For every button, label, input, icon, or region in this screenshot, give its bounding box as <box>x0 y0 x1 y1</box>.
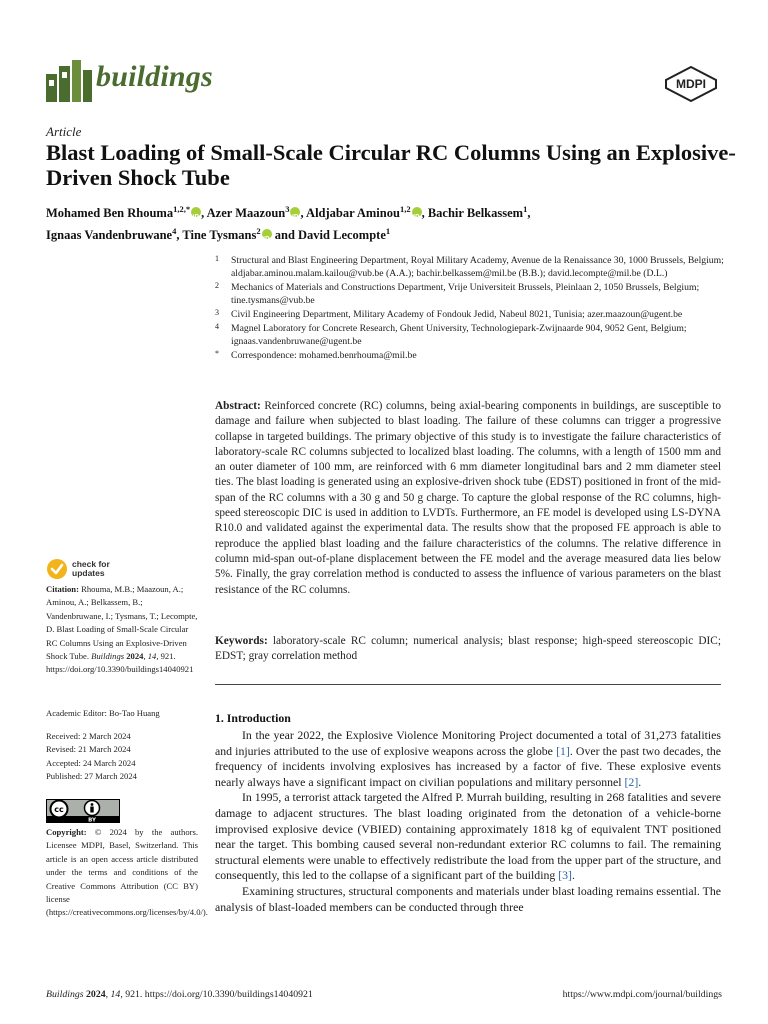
buildings-logo-icon <box>46 60 92 102</box>
author-affiliation-mark: 3 <box>285 204 290 214</box>
check-for-updates-button[interactable] <box>46 557 126 581</box>
svg-text:cc: cc <box>54 805 64 814</box>
citation-doi-link[interactable]: , 921. https://doi.org/10.3390/buildings14040921 <box>46 651 194 675</box>
author-affiliation-mark: 1 <box>523 204 528 214</box>
author-name[interactable]: Aldjabar Aminou <box>306 206 400 221</box>
affiliation-item: 2 Mechanics of Materials and Constructions Department, Vrije Universiteit Brussels, Pleinlaan 2, 1050 Brussels, Belgium; tine.tysmans@vub.be <box>215 281 700 306</box>
orcid-icon[interactable] <box>262 229 272 239</box>
reference-link[interactable]: [3] <box>558 868 572 883</box>
abstract-text: Reinforced concrete (RC) columns, being axial-bearing components in buildings, are susceptible to damage and failure when subjected to blast loading. The failure of these columns can trigger a progressive collapse in targeted buildings. The primary objective of this study is to investigate the failure characteristics of laboratory-scale RC columns subjected to localized blast loading. The columns, with a length of 1500 mm and an outer diameter of 100 mm, are reinforced with 6 mm diameter longitudinal bars and 2 mm diameter steel ties. The blast loading is generated using an explosive-driven shock tube (EDST) positioned in front of the mid-span of the RC columns with a 30 g and 50 g charge. To capture the global response of the RC columns, high-speed stereoscopic DIC is used in addition to LVDTs. Furthermore, an FE model is developed using LS-DYNA R10.0 and validated against the experimental data. The results show that the proposed FE approach is able to reproduce the applied blast loading and the failure characteristics of the columns. The relative difference in column mid-span out-of-plane displacement between the FE model and the average measured data lies below 5%. Finally, the gray correlation method is conducted to assess the influence of various parameters on the blast resistance of the RC columns. <box>215 400 721 596</box>
cc-by-license-icon[interactable] <box>46 799 120 823</box>
date-published: Published: 27 March 2024 <box>46 771 137 782</box>
author-name[interactable]: Mohamed Ben Rhouma <box>46 206 174 221</box>
mdpi-logo-icon <box>664 66 718 102</box>
abstract-label: Abstract: <box>215 400 261 412</box>
author-name[interactable]: Tine Tysmans <box>182 228 257 243</box>
journal-name: buildings <box>96 60 213 93</box>
affiliation-item: 3 Civil Engineering Department, Military Academy of Fondouk Jedid, Nabeul 8021, Tunisia; azer.maazoun@ugent.be <box>215 308 683 320</box>
publication-dates <box>46 730 198 784</box>
introduction-body <box>215 728 721 915</box>
citation-label: Citation: <box>46 584 79 594</box>
reference-link[interactable]: [2] <box>624 774 639 789</box>
footer-citation: Buildings 2024, 14, 921. https://doi.org/10.3390/buildings14040921 <box>46 989 313 1000</box>
reference-link[interactable]: [1] <box>556 743 570 758</box>
date-received: Received: 2 March 2024 <box>46 731 131 741</box>
paragraph: Examining structures, structural components and materials under blast loading remains essential. The analysis of blast-loaded members can be conducted through three <box>215 883 721 914</box>
affiliation-item: * Correspondence: mohamed.benrhouma@mil.be <box>215 349 417 361</box>
date-revised: Revised: 21 March 2024 <box>46 744 131 755</box>
copyright-notice: Copyright: © 2024 by the authors. Licensee MDPI, Basel, Switzerland. This article is an open access article distributed under the terms and conditions of the Creative Commons Attribution (CC BY) license (https://creativecommons.org/licenses/by/4.0/). <box>46 827 208 918</box>
check-updates-line2: updates <box>72 568 105 578</box>
keywords-label: Keywords: <box>215 635 268 647</box>
footer-journal-url[interactable]: https://www.mdpi.com/journal/buildings <box>562 989 722 1000</box>
keywords-text: laboratory-scale RC column; numerical analysis; blast response; high-speed stereoscopic DIC; EDST; gray correlation method <box>215 635 721 663</box>
introduction-heading: 1. Introduction <box>215 711 291 725</box>
orcid-icon[interactable] <box>191 207 201 217</box>
svg-text:BY: BY <box>88 817 96 823</box>
author-name[interactable]: Bachir Belkassem <box>427 206 524 221</box>
author-name[interactable]: David Lecompte <box>298 228 386 243</box>
author-affiliation-mark: 2 <box>256 226 261 237</box>
author-list: Mohamed Ben Rhouma$^{1,2,*}$iD , Azer Maazoun$^3$iD , Aldjabar Aminou$^{1,2}$iD , Bachir Belkassem$^1$, Ignaas Vandenbruwane$^4$, Tine Tysmans$^2$iD and David Lecompte$^1$ <box>46 200 736 244</box>
check-updates-icon <box>46 558 68 580</box>
article-type: Article <box>46 124 82 139</box>
orcid-icon[interactable] <box>412 207 422 217</box>
mdpi-logo-text: MDPI <box>676 77 706 91</box>
copyright-label: Copyright: <box>46 827 87 837</box>
author-affiliation-mark: 1 <box>385 226 391 237</box>
section-divider <box>215 684 721 685</box>
keywords <box>215 634 721 665</box>
citation: Citation: Rhouma, M.B.; Maazoun, A.; Aminou, A.; Belkassem, B.; Vandenbruwane, I.; Tysmans, T.; Lecompte, D. Blast Loading of Small-Scale Circular RC Columns Using an Explosive-Driven Shock Tube. Buildings 2024, 14, 921. https://doi.org/10.3390/buildings14040921 <box>46 584 198 675</box>
orcid-icon[interactable] <box>290 207 300 217</box>
academic-editor: Academic Editor: Bo-Tao Huang <box>46 708 160 718</box>
date-accepted: Accepted: 24 March 2024 <box>46 757 136 768</box>
abstract <box>215 399 721 598</box>
author-affiliation-mark: 1,2,* <box>173 204 191 214</box>
affiliation-item: 4 Magnel Laboratory for Concrete Research, Ghent University, Technologiepark-Zwijnaarde 904, 9052 Gent, Belgium; ignaas.vandenbruwane@ugent.be <box>215 322 687 347</box>
author-name[interactable]: Ignaas Vandenbruwane <box>46 228 173 243</box>
footer-doi-link[interactable]: , 921. https://doi.org/10.3390/buildings14040921 <box>120 989 313 1000</box>
paragraph: In the year 2022, the Explosive Violence Monitoring Project documented a total of 31,273 fatalities and injuries attributed to the use of explosive weapons across the globe [1]. Over the past two decades, the frequency of incidents involving explosives has increased by a factor of five. These explosive events nearly always have a significant impact on civilian populations and military personnel [2]. <box>215 728 722 789</box>
affiliations <box>215 254 735 363</box>
author-name[interactable]: Azer Maazoun <box>206 206 286 221</box>
article-title: Blast Loading of Small-Scale Circular RC Columns Using an Explosive-Driven Shock Tube <box>46 140 736 190</box>
check-updates-line1: check for <box>72 559 110 569</box>
paragraph: In 1995, a terrorist attack targeted the Alfred P. Murrah building, resulting in 268 fatalities and severe damage to adjacent structures. The blast loading originated from the detonation of a vehicle-borne improvised explosive device (VBIED) containing approximately 1818 kg of equivalent TNT positioned near the target. This bombing caused several non-redundant exterior RC columns to fail. The remaining structural elements were unable to effectively redistribute the load from the upper part of the structure, and consequently, this led to the collapse of a significant part of the building [3]. <box>215 790 721 883</box>
author-affiliation-mark: 1,2 <box>399 204 411 214</box>
author-affiliation-mark: 4 <box>172 226 177 237</box>
affiliation-item: 1 Structural and Blast Engineering Department, Royal Military Academy, Avenue de la Renaissance 30, 1000 Brussels, Belgium; aldjabar.aminou.malam.kailou@vub.be (A.A.); bachir.belkassem@mil.be (B.B.); david.lecompte@mil.be (D.L.) <box>215 254 724 279</box>
